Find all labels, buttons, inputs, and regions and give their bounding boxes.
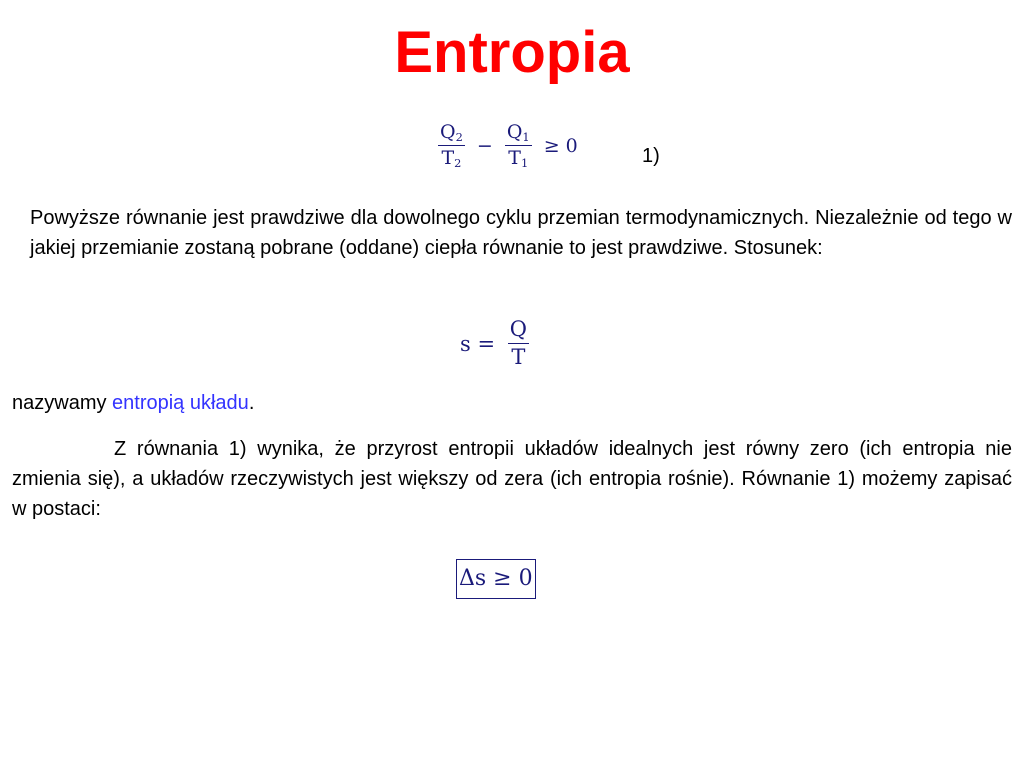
equation-number: 1) <box>642 145 660 167</box>
highlighted-term: entropią układu <box>112 392 249 414</box>
page-title: Entropia <box>394 20 630 85</box>
paragraph-definition: nazywamy entropią układu. <box>12 392 255 414</box>
fraction-q2-over-t2: $\frac{Q_2}{T_2}$ <box>440 121 463 171</box>
fraction-q1-over-t1: $\frac{Q_1}{T_1}$ <box>506 121 530 171</box>
paragraph-intro: Powyższe równanie jest prawdziwe dla dowolnego cyklu przemian termodynamicznych. Niezależnie od tego w jakiej przemianie zostaną pobrane (oddane) ciepła równanie to jest prawdziwe. Stosunek: <box>30 207 1012 259</box>
paragraph-conclusion: Z równania 1) wynika, że przyrost entropii układów idealnych jest równy zero (ich entropia nie zmienia się), a układów rzeczywistych jest większy od zera (ich entropia rośnie). Równanie 1) możemy zapisać w postaci: <box>12 438 1012 520</box>
equation-lhs: s = <box>460 331 496 356</box>
minus-sign: − <box>476 134 493 157</box>
equation-entropy-increase: Δs ≥ 0 <box>456 559 536 599</box>
fraction-q-over-t: $\frac{Q}{T}$ <box>509 317 527 370</box>
equation-clausius-inequality <box>438 122 584 170</box>
equation-entropy-definition <box>460 318 529 369</box>
relation-geq-zero: ≥ 0 <box>543 134 578 157</box>
